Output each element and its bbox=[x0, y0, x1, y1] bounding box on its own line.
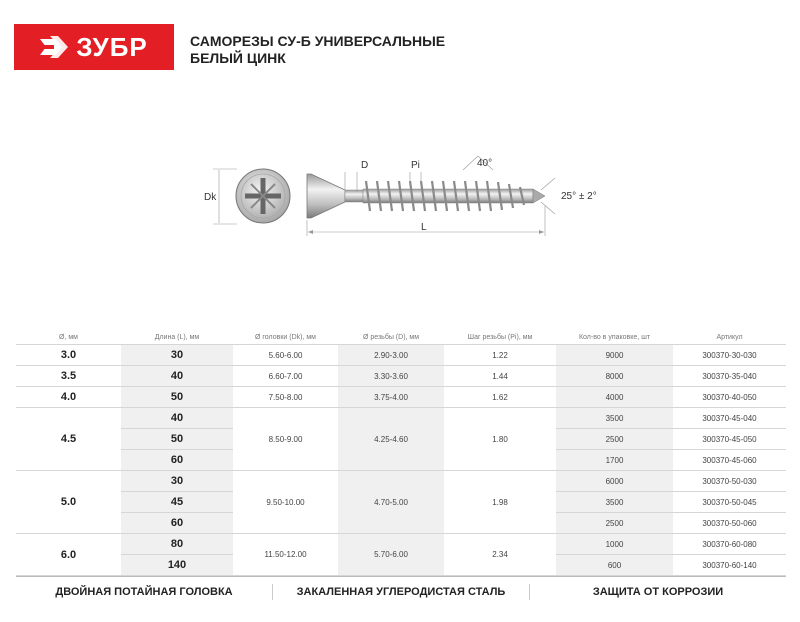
cell-head-diameter: 8.50-9.00 bbox=[233, 408, 338, 471]
label-tip-angle: 25° ± 2° bbox=[561, 191, 597, 202]
column-header: Длина (L), мм bbox=[154, 333, 200, 341]
cell-length: 60 bbox=[121, 450, 233, 471]
screw-drawing bbox=[195, 150, 605, 242]
cell-article: 300370-45-040 bbox=[673, 408, 786, 429]
brand-logo bbox=[14, 24, 174, 70]
cell-article: 300370-60-080 bbox=[673, 534, 786, 555]
cell-quantity: 9000 bbox=[556, 345, 673, 366]
table-row bbox=[16, 408, 786, 429]
cell-head-diameter: 7.50-8.00 bbox=[233, 387, 338, 408]
cell-quantity: 3500 bbox=[556, 492, 673, 513]
cell-head-diameter: 6.60-7.00 bbox=[233, 366, 338, 387]
cell-thread-diameter: 3.30-3.60 bbox=[338, 366, 444, 387]
cell-thread-diameter: 4.70-5.00 bbox=[338, 471, 444, 534]
cell-length: 30 bbox=[121, 471, 233, 492]
cell-diameter: 6.0 bbox=[16, 534, 121, 576]
cell-quantity: 2500 bbox=[556, 429, 673, 450]
table-row bbox=[16, 366, 786, 387]
cell-pitch: 2.34 bbox=[444, 534, 556, 576]
cell-head-diameter: 9.50-10.00 bbox=[233, 471, 338, 534]
feature-head: ДВОЙНАЯ ПОТАЙНАЯ ГОЛОВКА bbox=[55, 586, 233, 598]
cell-article: 300370-60-140 bbox=[673, 555, 786, 576]
cell-article: 300370-30-030 bbox=[673, 345, 786, 366]
table-row bbox=[16, 387, 786, 408]
cell-length: 50 bbox=[121, 387, 233, 408]
cell-head-diameter: 11.50-12.00 bbox=[233, 534, 338, 576]
feature-footer bbox=[16, 580, 786, 604]
cell-quantity: 600 bbox=[556, 555, 673, 576]
arrow-logo-icon bbox=[40, 36, 70, 58]
cell-length: 45 bbox=[121, 492, 233, 513]
cell-length: 50 bbox=[121, 429, 233, 450]
column-header: Ø головки (Dk), мм bbox=[255, 333, 316, 341]
cell-quantity: 8000 bbox=[556, 366, 673, 387]
cell-article: 300370-40-050 bbox=[673, 387, 786, 408]
cell-quantity: 1700 bbox=[556, 450, 673, 471]
screw-head-front bbox=[236, 169, 290, 223]
cell-pitch: 1.62 bbox=[444, 387, 556, 408]
cell-diameter: 4.5 bbox=[16, 408, 121, 471]
cell-thread-diameter: 5.70-6.00 bbox=[338, 534, 444, 576]
cell-thread-diameter: 4.25-4.60 bbox=[338, 408, 444, 471]
cell-length: 60 bbox=[121, 513, 233, 534]
column-header: Ø, мм bbox=[59, 333, 78, 341]
screw-side-view bbox=[307, 174, 545, 218]
footer-divider bbox=[16, 576, 786, 577]
cell-quantity: 6000 bbox=[556, 471, 673, 492]
cell-article: 300370-45-060 bbox=[673, 450, 786, 471]
column-header: Ø резьбы (D), мм bbox=[362, 333, 420, 341]
column-header: Артикул bbox=[716, 333, 743, 341]
cell-length: 30 bbox=[121, 345, 233, 366]
column-header: Шаг резьбы (Pi), мм bbox=[467, 333, 533, 341]
cell-article: 300370-45-050 bbox=[673, 429, 786, 450]
cell-article: 300370-35-040 bbox=[673, 366, 786, 387]
cell-article: 300370-50-030 bbox=[673, 471, 786, 492]
cell-diameter: 4.0 bbox=[16, 387, 121, 408]
cell-pitch: 1.44 bbox=[444, 366, 556, 387]
cell-thread-diameter: 3.75-4.00 bbox=[338, 387, 444, 408]
table-row bbox=[16, 534, 786, 555]
table-header-row bbox=[16, 330, 786, 345]
product-title bbox=[190, 33, 445, 67]
label-pi: Pi bbox=[411, 160, 420, 171]
cell-quantity: 3500 bbox=[556, 408, 673, 429]
cell-length: 140 bbox=[121, 555, 233, 576]
cell-article: 300370-50-045 bbox=[673, 492, 786, 513]
cell-thread-diameter: 2.90-3.00 bbox=[338, 345, 444, 366]
brand-name: ЗУБР bbox=[76, 31, 148, 62]
product-title-line1: САМОРЕЗЫ СУ-Б УНИВЕРСАЛЬНЫЕ bbox=[190, 33, 446, 49]
cell-diameter: 5.0 bbox=[16, 471, 121, 534]
cell-pitch: 1.98 bbox=[444, 471, 556, 534]
label-length: L bbox=[421, 222, 427, 233]
label-d: D bbox=[361, 160, 369, 171]
cell-length: 40 bbox=[121, 408, 233, 429]
cell-article: 300370-50-060 bbox=[673, 513, 786, 534]
cell-pitch: 1.80 bbox=[444, 408, 556, 471]
cell-diameter: 3.5 bbox=[16, 366, 121, 387]
cell-pitch: 1.22 bbox=[444, 345, 556, 366]
label-thread-angle: 40° bbox=[477, 158, 493, 169]
column-header: Кол-во в упаковке, шт bbox=[578, 333, 651, 341]
cell-length: 80 bbox=[121, 534, 233, 555]
cell-diameter: 3.0 bbox=[16, 345, 121, 366]
cell-head-diameter: 5.60-6.00 bbox=[233, 345, 338, 366]
label-dk: Dk bbox=[204, 192, 217, 203]
cell-quantity: 2500 bbox=[556, 513, 673, 534]
table-row bbox=[16, 471, 786, 492]
cell-length: 40 bbox=[121, 366, 233, 387]
cell-quantity: 4000 bbox=[556, 387, 673, 408]
cell-quantity: 1000 bbox=[556, 534, 673, 555]
product-title-line2: БЕЛЫЙ ЦИНК bbox=[190, 50, 286, 66]
feature-steel: ЗАКАЛЕННАЯ УГЛЕРОДИСТАЯ СТАЛЬ bbox=[296, 586, 506, 598]
feature-corrosion: ЗАЩИТА ОТ КОРРОЗИИ bbox=[592, 586, 724, 598]
spec-table bbox=[16, 330, 786, 576]
table-row bbox=[16, 345, 786, 366]
